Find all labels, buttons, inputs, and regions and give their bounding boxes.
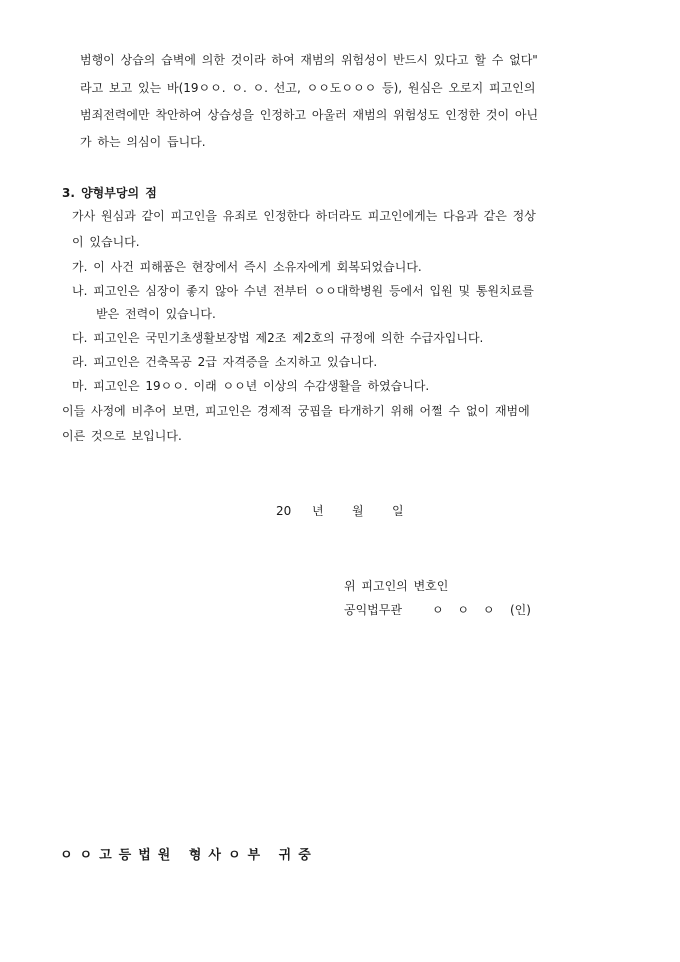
- conclusion-line: 이른 것으로 보입니다.: [62, 429, 182, 443]
- list-item-na: 나. 피고인은 심장이 좋지 않아 수년 전부터 ㅇㅇ대학병원 등에서 입원 및 통원치료를: [72, 284, 534, 298]
- body-line: 가 하는 의심이 듭니다.: [80, 135, 206, 149]
- list-item-ga: 가. 이 사건 피해품은 현장에서 즉시 소유자에게 회복되었습니다.: [72, 260, 422, 274]
- body-line: 범죄전력에만 착안하여 상습성을 인정하고 아울러 재범의 위험성도 인정한 것이 아닌: [80, 108, 539, 122]
- date-year-unit: 년: [312, 504, 324, 518]
- list-item-ra: 라. 피고인은 건축목공 2급 자격증을 소지하고 있습니다.: [72, 355, 378, 369]
- list-item-da: 다. 피고인은 국민기초생활보장법 제2조 제2호의 규정에 의한 수급자입니다.: [72, 331, 484, 345]
- signature-line: 위 피고인의 변호인: [344, 579, 449, 593]
- date-month-unit: 월: [352, 504, 364, 518]
- signature-name: ㅇ ㅇ ㅇ: [432, 603, 495, 617]
- intro-line: 이 있습니다.: [72, 235, 140, 249]
- section-heading: 3. 양형부당의 점: [62, 186, 157, 200]
- conclusion-line: 이들 사정에 비추어 보면, 피고인은 경제적 궁핍을 타개하기 위해 어쩔 수 없이 재범에: [62, 404, 530, 418]
- court-addressee: ㅇㅇ고등법원 형사ㅇ부 귀중: [60, 848, 318, 863]
- intro-line: 가사 원심과 같이 피고인을 유죄로 인정한다 하더라도 피고인에게는 다음과 같은 정상: [72, 209, 536, 223]
- signature-seal: (인): [510, 603, 531, 617]
- date-day-unit: 일: [392, 504, 404, 518]
- body-line: 라고 보고 있는 바(19ㅇㅇ. ㅇ. ㅇ. 선고, ㅇㅇ도ㅇㅇㅇ 등), 원심은 오로지 피고인의: [80, 81, 536, 95]
- list-item-ma: 마. 피고인은 19ㅇㅇ. 이래 ㅇㅇ년 이상의 수감생활을 하였습니다.: [72, 379, 430, 393]
- list-item-na-continued: 받은 전력이 있습니다.: [96, 307, 216, 321]
- date-year: 20: [276, 504, 292, 518]
- signature-title: 공익법무관: [344, 603, 402, 617]
- body-line: 범행이 상습의 습벽에 의한 것이라 하여 재범의 위험성이 반드시 있다고 할 수 없다": [80, 53, 538, 67]
